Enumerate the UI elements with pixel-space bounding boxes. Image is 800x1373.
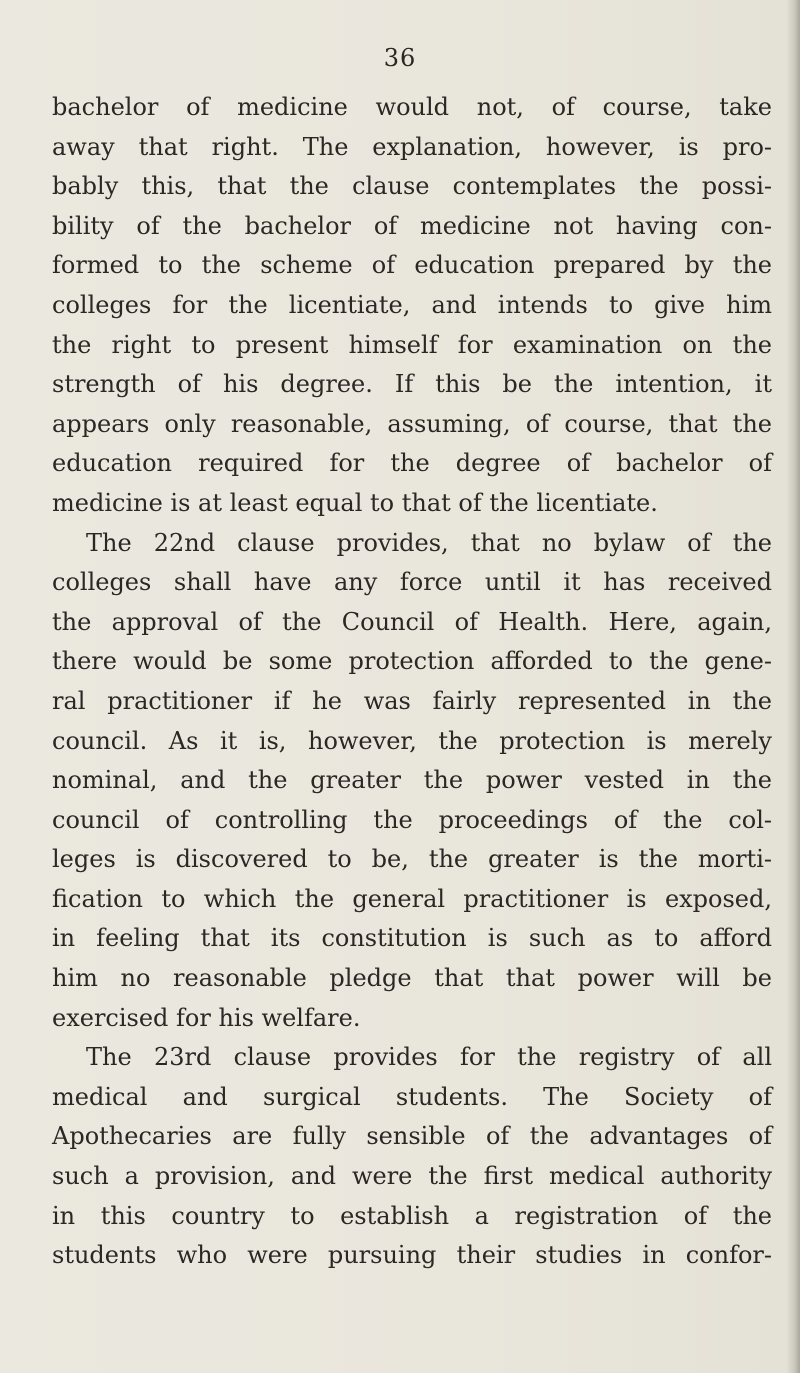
text-line: such a provision, and were the first medical authority — [52, 1162, 772, 1191]
text-line: students who were pursuing their studies in confor- — [52, 1241, 772, 1270]
text-line: council of controlling the proceedings of the col- — [52, 805, 772, 834]
text-line: education required for the degree of bachelor of — [52, 449, 772, 478]
text-line: colleges for the licentiate, and intends to give him — [52, 290, 772, 319]
text-line: strength of his degree. If this be the intention, it — [52, 370, 772, 399]
text-line: bably this, that the clause contemplates the possi- — [52, 172, 772, 201]
body-text — [52, 88, 772, 1276]
text-line: the approval of the Council of Health. Here, again, — [52, 607, 772, 636]
text-line: there would be some protection afforded to the gene- — [52, 647, 772, 676]
text-line: ral practitioner if he was fairly represented in the — [52, 686, 772, 715]
text-line: formed to the scheme of education prepared by the — [52, 251, 772, 280]
text-line: The 23rd clause provides for the registry of all — [86, 1043, 772, 1072]
text-line: the right to present himself for examination on the — [52, 330, 772, 359]
text-line: him no reasonable pledge that that power will be — [52, 964, 772, 993]
text-line: medical and surgical students. The Society of — [52, 1082, 772, 1111]
text-line: fication to which the general practitioner is exposed, — [52, 884, 772, 913]
page-edge-shadow — [786, 0, 800, 1373]
text-line: council. As it is, however, the protection is merely — [52, 726, 772, 755]
text-line: in this country to establish a registration of the — [52, 1201, 772, 1230]
page-number: 36 — [383, 44, 417, 72]
text-line: bility of the bachelor of medicine not having con- — [52, 211, 772, 240]
text-line: leges is discovered to be, the greater is the morti- — [52, 845, 772, 874]
text-line: medicine is at least equal to that of the licentiate. — [52, 488, 658, 517]
text-line: away that right. The explanation, however, is pro- — [52, 132, 772, 161]
text-line: colleges shall have any force until it has received — [52, 568, 772, 597]
text-line: appears only reasonable, assuming, of course, that the — [52, 409, 772, 438]
text-line: Apothecaries are fully sensible of the advantages of — [52, 1122, 772, 1151]
text-line: bachelor of medicine would not, of course, take — [52, 93, 772, 121]
text-line: exercised for his welfare. — [52, 1003, 361, 1032]
text-line: in feeling that its constitution is such as to afford — [52, 924, 772, 953]
text-line: nominal, and the greater the power vested in the — [52, 766, 772, 795]
text-line: The 22nd clause provides, that no bylaw of the — [86, 528, 772, 557]
